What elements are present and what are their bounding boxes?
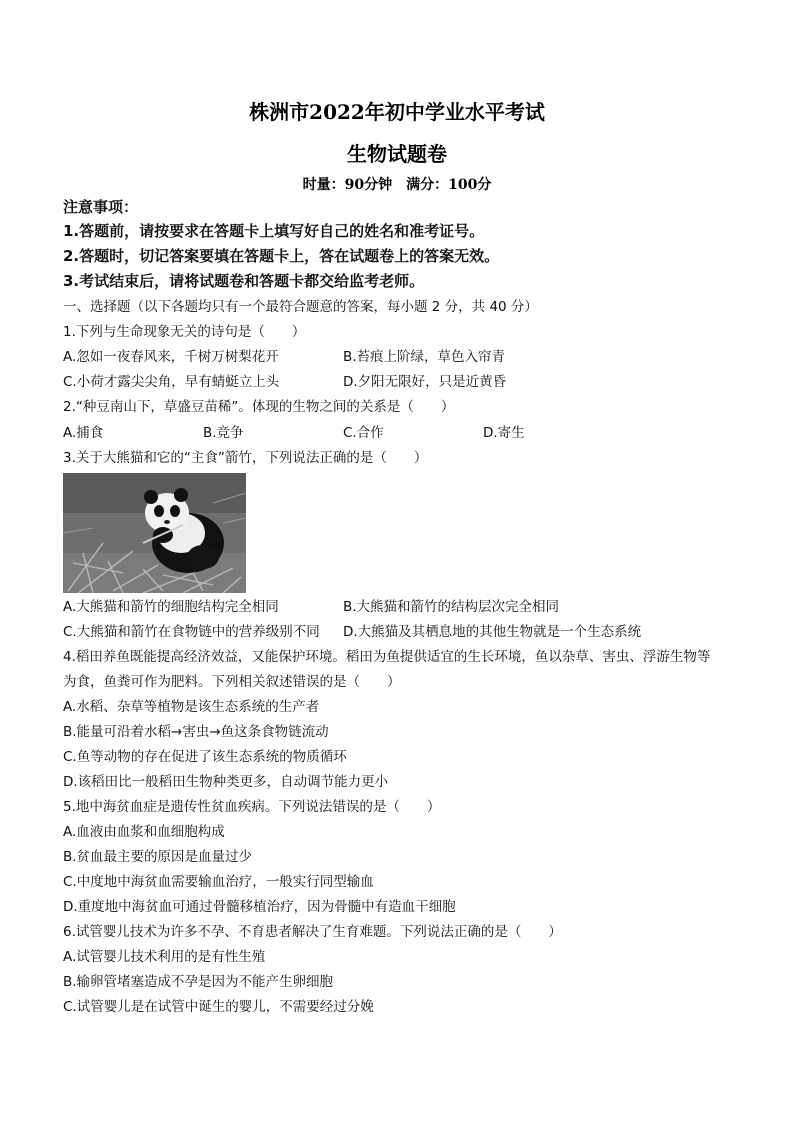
q1-option-b: B.苔痕上阶绿，草色入帘青 [343, 349, 506, 365]
q4-stem-line2: 为食，鱼粪可作为肥料。下列相关叙述错误的是（ ） [63, 674, 401, 690]
q2-option-a: A.捕食 [63, 425, 104, 441]
q2-option-d: D.寄生 [483, 425, 525, 441]
note-item-3: 3.考试结束后，请将试题卷和答题卡都交给监考老师。 [63, 272, 425, 290]
q5-option-a: A.血液由血浆和血细胞构成 [63, 824, 225, 840]
notes-heading: 注意事项： [63, 198, 139, 216]
q3-option-a: A.大熊猫和箭竹的细胞结构完全相同 [63, 599, 279, 615]
q2-stem: 2.“种豆南山下，草盛豆苗稀”。体现的生物之间的关系是（ ） [63, 399, 455, 415]
q5-option-c: C.中度地中海贫血需要输血治疗，一般实行同型输血 [63, 874, 374, 890]
q5-option-d: D.重度地中海贫血可通过骨髓移植治疗，因为骨髓中有造血干细胞 [63, 899, 456, 915]
q6-stem: 6.试管婴儿技术为许多不孕、不育患者解决了生育难题。下列说法正确的是（ ） [63, 924, 562, 940]
q3-option-d: D.大熊猫及其栖息地的其他生物就是一个生态系统 [343, 624, 642, 640]
q5-stem: 5.地中海贫血症是遗传性贫血疾病。下列说法错误的是（ ） [63, 799, 441, 815]
q1-option-c: C.小荷才露尖尖角，早有蜻蜓立上头 [63, 374, 280, 390]
panda-photo [63, 473, 246, 593]
exam-title: 株洲市2022年初中学业水平考试 [249, 100, 545, 124]
q1-option-d: D.夕阳无限好，只是近黄昏 [343, 374, 507, 390]
note-item-2: 2.答题时，切记答案要填在答题卡上，答在试题卷上的答案无效。 [63, 247, 500, 265]
q1-option-a: A.忽如一夜春风来，千树万树梨花开 [63, 349, 279, 365]
q3-option-c: C.大熊猫和箭竹在食物链中的营养级别不同 [63, 624, 320, 640]
q3-stem: 3.关于大熊猫和它的“主食”箭竹，下列说法正确的是（ ） [63, 450, 428, 466]
q6-option-c: C.试管婴儿是在试管中诞生的婴儿，不需要经过分娩 [63, 999, 374, 1015]
exam-subtitle: 生物试题卷 [347, 142, 447, 166]
q4-option-b: B.能量可沿着水稻→害虫→鱼这条食物链流动 [63, 724, 329, 740]
q6-option-b: B.输卵管堵塞造成不孕是因为不能产生卵细胞 [63, 974, 334, 990]
q2-option-b: B.竞争 [203, 425, 244, 441]
note-item-1: 1.答题前，请按要求在答题卡上填写好自己的姓名和准考证号。 [63, 222, 485, 240]
q1-stem: 1.下列与生命现象无关的诗句是（ ） [63, 324, 306, 340]
q5-option-b: B.贫血最主要的原因是血量过少 [63, 849, 253, 865]
q2-option-c: C.合作 [343, 425, 384, 441]
q3-option-b: B.大熊猫和箭竹的结构层次完全相同 [343, 599, 560, 615]
q4-option-a: A.水稻、杂草等植物是该生态系统的生产者 [63, 699, 320, 715]
q4-option-c: C.鱼等动物的存在促进了该生态系统的物质循环 [63, 749, 347, 765]
section-heading: 一、选择题（以下各题均只有一个最符合题意的答案，每小题 2 分，共 40 分） [63, 299, 538, 315]
q6-option-a: A.试管婴儿技术利用的是有性生殖 [63, 949, 266, 965]
q4-option-d: D.该稻田比一般稻田生物种类更多，自动调节能力更小 [63, 774, 389, 790]
exam-meta: 时量：90分钟 满分：100分 [302, 177, 492, 193]
q4-stem-line1: 4.稻田养鱼既能提高经济效益，又能保护环境。稻田为鱼提供适宜的生长环境，鱼以杂草、害虫、浮游生物等 [63, 649, 711, 665]
